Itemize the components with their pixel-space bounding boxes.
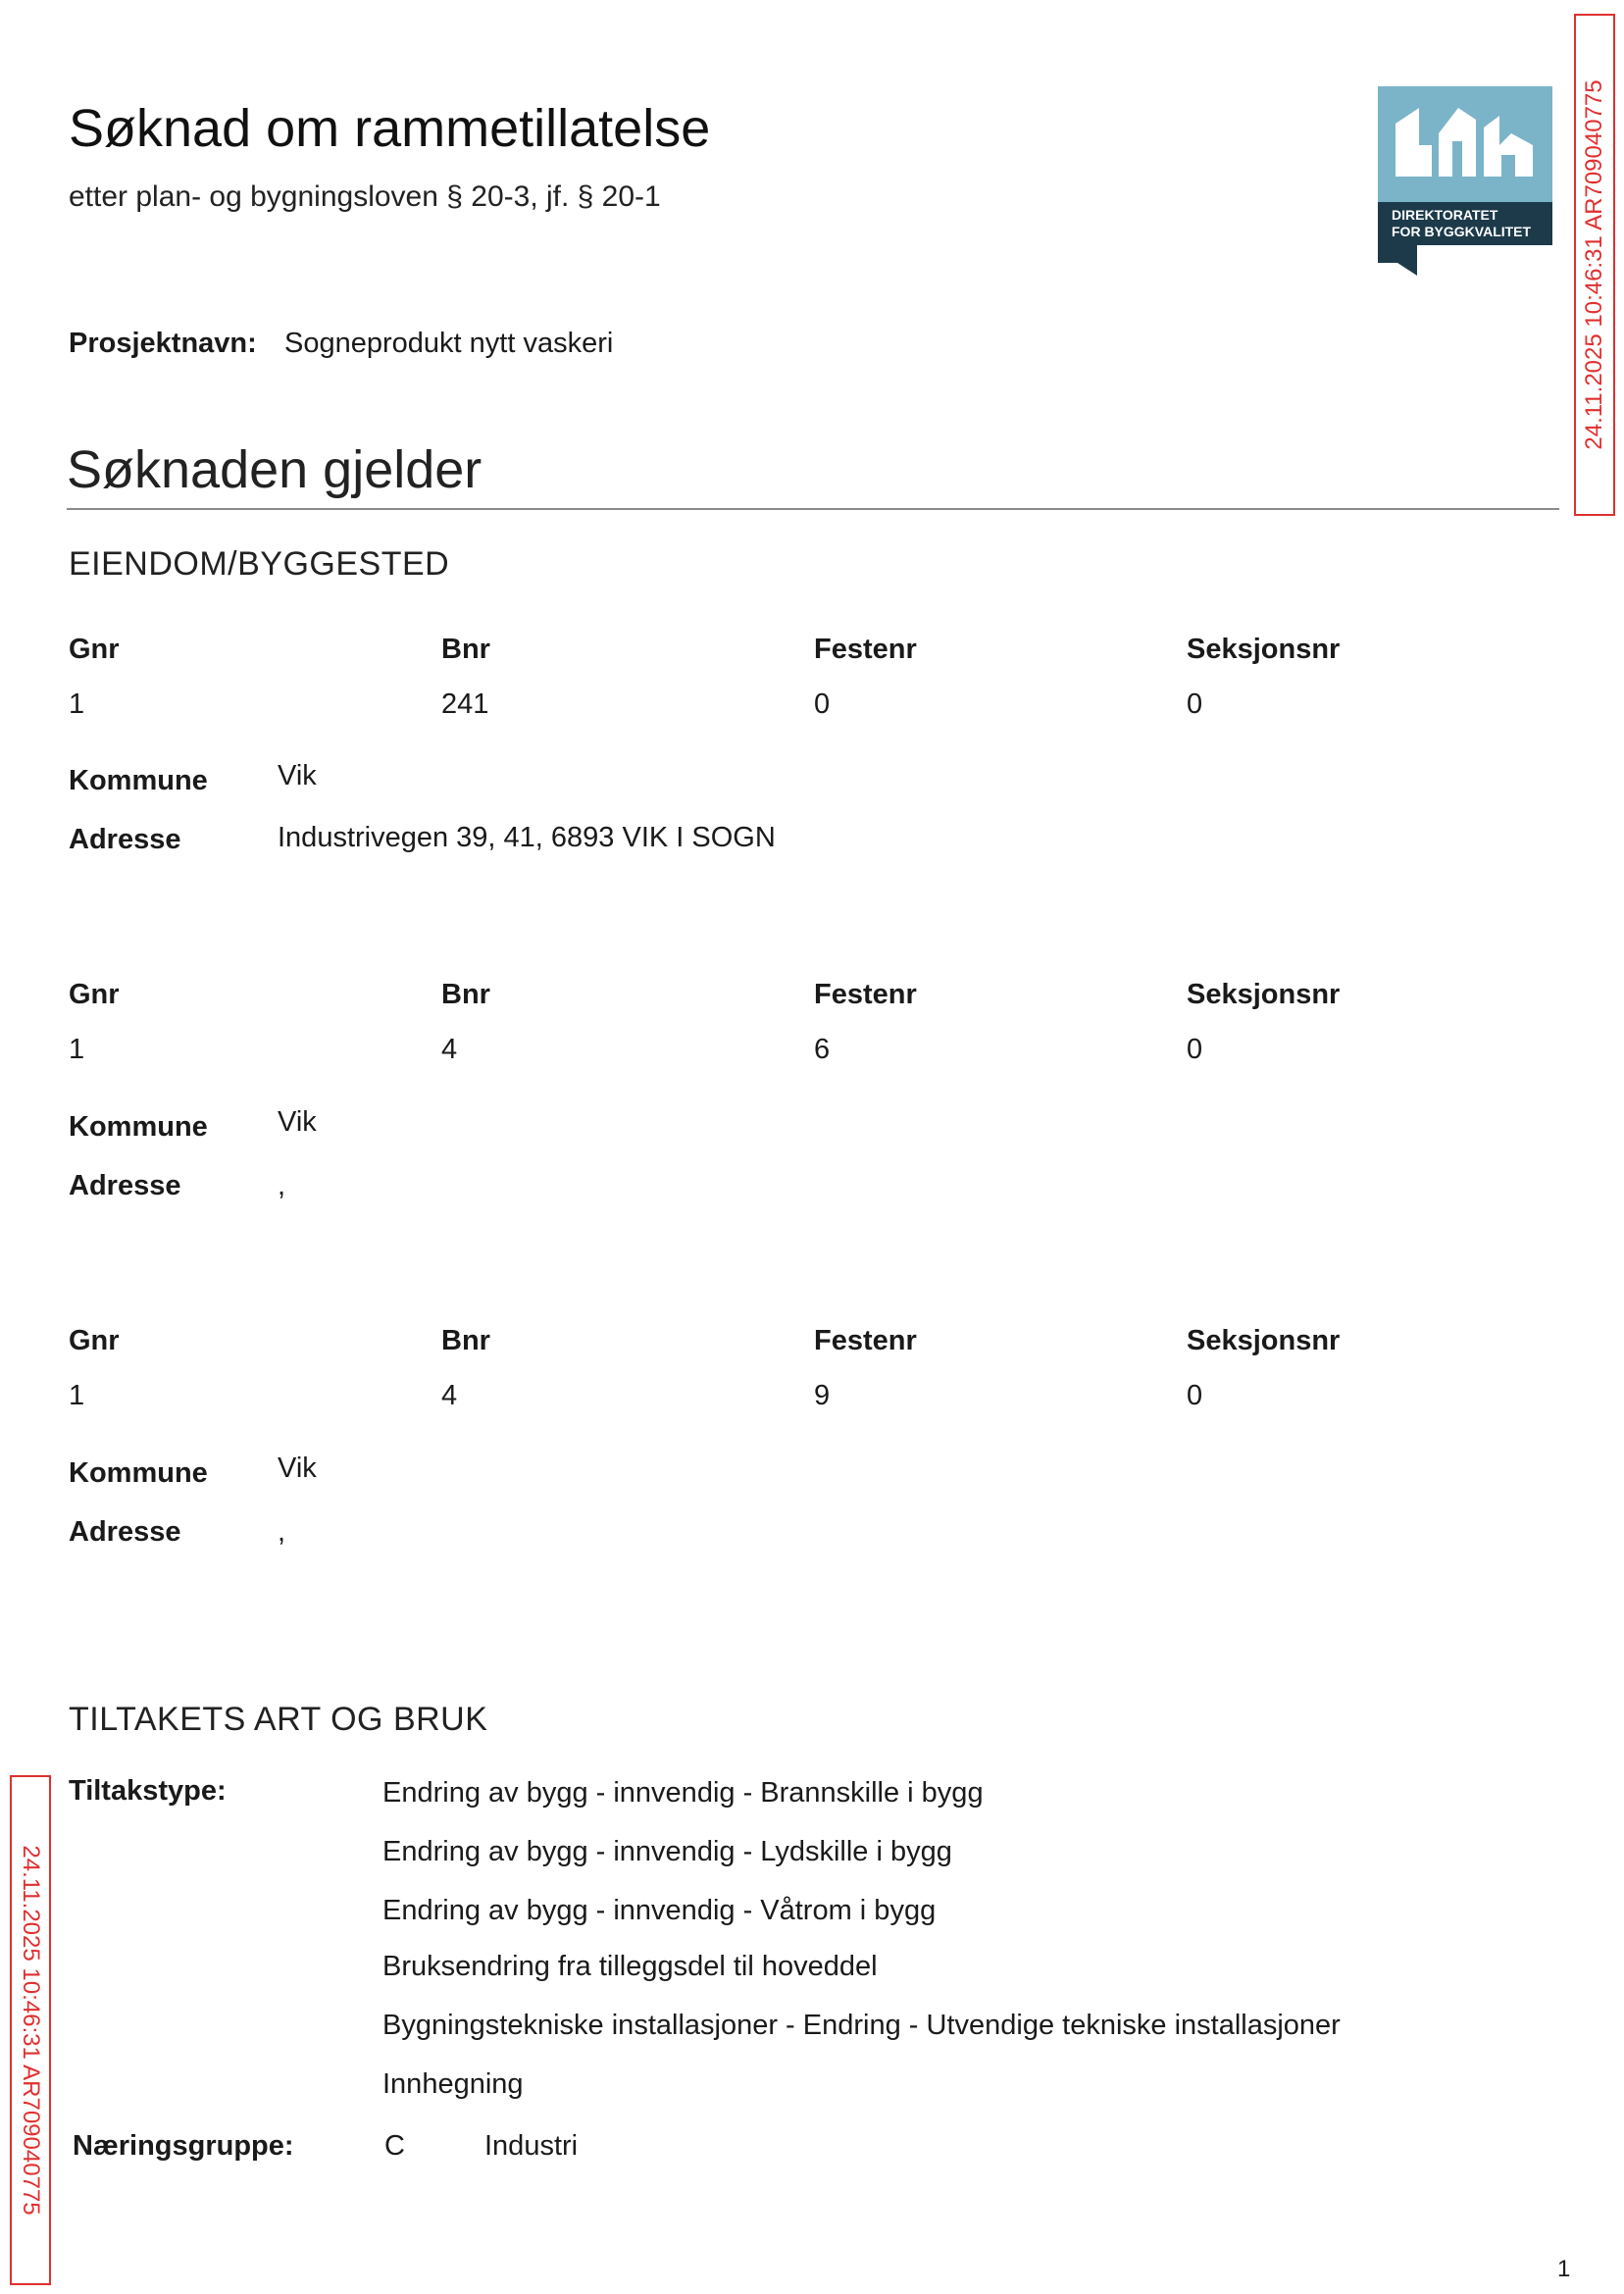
kommune-value: Vik: [278, 760, 317, 791]
festenr-label: Festenr: [814, 634, 917, 665]
project-name-value: Sogneprodukt nytt vaskeri: [284, 328, 614, 359]
bnr-label: Bnr: [441, 634, 490, 665]
logo-graphic: [1378, 86, 1552, 276]
festenr-value: 6: [814, 1034, 831, 1065]
page-number: 1: [1557, 2256, 1571, 2282]
document-subtitle: etter plan- og bygningsloven § 20-3, jf. § 20-1: [69, 180, 661, 213]
receipt-stamp-right: [1574, 14, 1615, 516]
kommune-value: Vik: [278, 1453, 317, 1484]
list-item: Innhegning: [382, 2068, 524, 2100]
logo-text-line1: DIREKTORATET: [1392, 207, 1498, 223]
adresse-label: Adresse: [69, 1170, 181, 1201]
project-name-label: Prosjektnavn:: [69, 328, 257, 359]
bnr-value: 4: [441, 1380, 458, 1411]
list-item: Endring av bygg - innvendig - Våtrom i bygg: [382, 1895, 937, 1926]
gnr-value: 1: [69, 1380, 85, 1411]
kommune-value: Vik: [278, 1106, 317, 1138]
list-item: Bygningstekniske installasjoner - Endring - Utvendige tekniske installasjoner: [382, 2010, 1341, 2041]
receipt-stamp-left: [10, 1775, 51, 2285]
logo-ribbon: [1378, 245, 1417, 276]
gnr-value: 1: [69, 1034, 85, 1065]
list-item: Endring av bygg - innvendig - Lydskille i bygg: [382, 1836, 952, 1867]
gnr-value: 1: [69, 688, 85, 720]
property-heading: EIENDOM/BYGGESTED: [69, 545, 450, 583]
logo-text-line2: FOR BYGGKVALITET: [1392, 224, 1532, 239]
dibk-logo: [1378, 86, 1552, 276]
section-divider: [67, 508, 1559, 510]
bnr-value: 4: [441, 1034, 458, 1065]
kommune-label: Kommune: [69, 765, 208, 796]
naeringsgruppe-code: C: [384, 2130, 405, 2162]
gnr-label: Gnr: [69, 1325, 120, 1356]
adresse-value: ,: [278, 1516, 286, 1548]
adresse-label: Adresse: [69, 1516, 181, 1548]
seksjonsnr-label: Seksjonsnr: [1187, 979, 1341, 1010]
stamp-text: 24.11.2025 10:46:31 AR709040775: [18, 1845, 44, 2216]
list-item: Endring av bygg - innvendig - Brannskille i bygg: [382, 1777, 984, 1809]
document-title: Søknad om rammetillatelse: [69, 99, 711, 158]
list-item: Bruksendring fra tilleggsdel til hoveddel: [382, 1951, 878, 1982]
seksjonsnr-value: 0: [1187, 688, 1203, 720]
festenr-label: Festenr: [814, 1325, 917, 1356]
seksjonsnr-value: 0: [1187, 1034, 1203, 1065]
bnr-label: Bnr: [441, 1325, 490, 1356]
festenr-label: Festenr: [814, 979, 917, 1010]
section-title: Søknaden gjelder: [67, 440, 482, 499]
adresse-value: ,: [278, 1170, 286, 1201]
gnr-label: Gnr: [69, 634, 120, 665]
bnr-label: Bnr: [441, 979, 490, 1010]
naeringsgruppe-name: Industri: [484, 2130, 579, 2162]
seksjonsnr-value: 0: [1187, 1380, 1203, 1411]
adresse-label: Adresse: [69, 824, 181, 855]
gnr-label: Gnr: [69, 979, 120, 1010]
naeringsgruppe-label: Næringsgruppe:: [73, 2130, 294, 2162]
bnr-value: 241: [441, 688, 489, 720]
tiltakstype-label: Tiltakstype:: [69, 1775, 227, 1807]
seksjonsnr-label: Seksjonsnr: [1187, 634, 1341, 665]
kommune-label: Kommune: [69, 1111, 208, 1143]
festenr-value: 0: [814, 688, 831, 720]
festenr-value: 9: [814, 1380, 831, 1411]
stamp-text: 24.11.2025 10:46:31 AR709040775: [1581, 79, 1607, 450]
kommune-label: Kommune: [69, 1457, 208, 1489]
seksjonsnr-label: Seksjonsnr: [1187, 1325, 1341, 1356]
adresse-value: Industrivegen 39, 41, 6893 VIK I SOGN: [278, 822, 776, 853]
measures-heading: TILTAKETS ART OG BRUK: [69, 1701, 488, 1738]
